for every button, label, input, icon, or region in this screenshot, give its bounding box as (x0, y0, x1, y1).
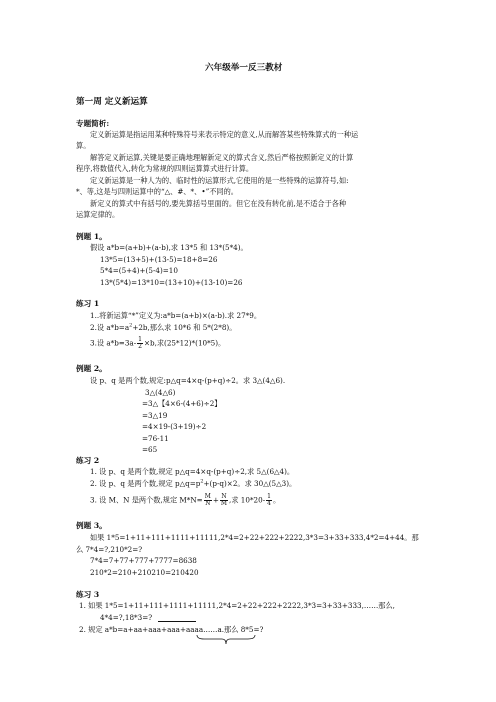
example-2-step-5: =76-11 (142, 434, 169, 443)
example-2-step-6: =65 (142, 445, 158, 454)
practice-2-question-3: 3. 设 M、N 是两个数,规定 M*N= $\frac{M}{N}$ + $\frac{N}{M}$ ,求 10*20- $\frac{1}{4}$ 。 (90, 493, 281, 507)
example-3-heading: 例题 3。 (76, 521, 107, 530)
example-2-step-2: =3△【4×6-(4+6)÷2】 (142, 399, 222, 408)
example-3-step-1: 7*4=7+77+777+7777=8638 (90, 556, 197, 565)
practice-3-question-2: 2. 规定 a*b=a+aa+aaa+aaa+aaaa……a.那么 8*5=? (79, 625, 264, 634)
topic-paragraph-3b: *、等,这是与四则运算中的“△、#、*、•”不同的。 (76, 187, 238, 196)
topic-paragraph-4b: 运算定律的。 (76, 210, 120, 219)
example-3-step-2: 210*2=210+210210=210420 (90, 568, 199, 577)
week-title: 第一周 定义新运算 (76, 97, 148, 107)
topic-heading: 专题简析: (76, 119, 110, 128)
example-2-step-1: 3△(4△6) (145, 388, 176, 397)
example-1-question: 假设 a*b=(a+b)+(a-b),求 13*5 和 13*(5*4)。 (90, 243, 248, 252)
topic-paragraph-4a: 新定义的算式中有括号的,要先算括号里面的。但它在没有转化前,是不适合于各种 (90, 199, 347, 208)
practice-1-heading: 练习 1 (76, 299, 100, 308)
practice-3-question-1a: 1. 如果 1*5=1+11+111+1111+11111,2*4=2+22+222+2222,3*3=3+33+333,……那么, (79, 601, 395, 610)
practice-1-question-2: 2.设 $a*b=a^2+2b$,那么求 10*6 和 5*(2*8)。 (90, 322, 237, 332)
answer-blank (158, 614, 196, 622)
fraction-m-over-n: $\frac{M}{N}$ (204, 493, 211, 507)
topic-paragraph-3a: 定义新运算是一种人为的、临时性的运算形式,它使用的是一些特殊的运算符号,如: (90, 176, 349, 185)
fraction-n-over-m: $\frac{N}{M}$ (220, 493, 228, 507)
practice-3-heading: 练习 3 (76, 590, 100, 599)
example-2-step-3: =3△19 (142, 411, 168, 420)
practice-2-question-1: 1. 设 p、q 是两个数,规定 p△q=4×q-(p+q)÷2,求 5△(6△4)。 (90, 467, 295, 476)
topic-paragraph-2b: 程序,将数值代入,转化为常规的四则运算算式进行计算。 (76, 164, 254, 173)
example-3-question-a: 如果 1*5=1+11+111+1111+11111,2*4=2+22+222+2222,3*3=3+33+333,4*2=4+44。那 (90, 533, 419, 542)
fraction-one-half: $\frac{1}{2}$ (138, 336, 142, 350)
example-1-heading: 例题 1。 (76, 232, 107, 241)
example-1-step-2: 5*4=(5+4)+(5-4)=10 (100, 266, 178, 275)
example-2-heading: 例题 2。 (76, 364, 107, 373)
fraction-one-quarter: $\frac{1}{4}$ (267, 493, 271, 507)
practice-3-question-1b: 4*4=?,18*3=? (100, 613, 196, 622)
practice-1-question-1: 1..将新运算“*”定义为:a*b=(a+b)×(a-b).求 27*9。 (90, 311, 262, 320)
example-2-question: 设 p、q 是两个数,规定:p△q=4×q-(p+q)÷2。求 3△(4△6). (90, 376, 286, 385)
practice-2-question-2: 2. 设 p、q 是两个数,规定 $p\triangle q=p^2+(p-q)\times 2$。求 30△(5△3)。 (90, 478, 297, 488)
topic-paragraph-2a: 解答定义新运算,关键是要正确地理解新定义的算式含义,然后严格按照新定义的计算 (90, 153, 354, 162)
practice-1-question-3: 3.设 a*b=3a- $\frac{1}{2}$ ×b,求(25*12)*(10*5)。 (90, 336, 226, 350)
example-3-question-b: 么 7*4=?,210*2=? (76, 545, 143, 554)
topic-paragraph-1a: 定义新运算是指运用某种特殊符号来表示特定的意义,从而解答某些特殊算式的一种运 (90, 130, 359, 139)
document-title: 六年级举一反三教材 (205, 63, 283, 73)
example-1-step-3: 13*(5*4)=13*10=(13+10)+(13-10)=26 (100, 278, 243, 287)
practice-2-heading: 练习 2 (76, 456, 100, 465)
topic-paragraph-1b: 算。 (76, 141, 91, 150)
underbrace-icon (196, 634, 256, 646)
example-2-step-4: =4×19-(3+19)÷2 (142, 422, 207, 431)
example-1-step-1: 13*5=(13+5)+(13-5)=18+8=26 (100, 255, 218, 264)
